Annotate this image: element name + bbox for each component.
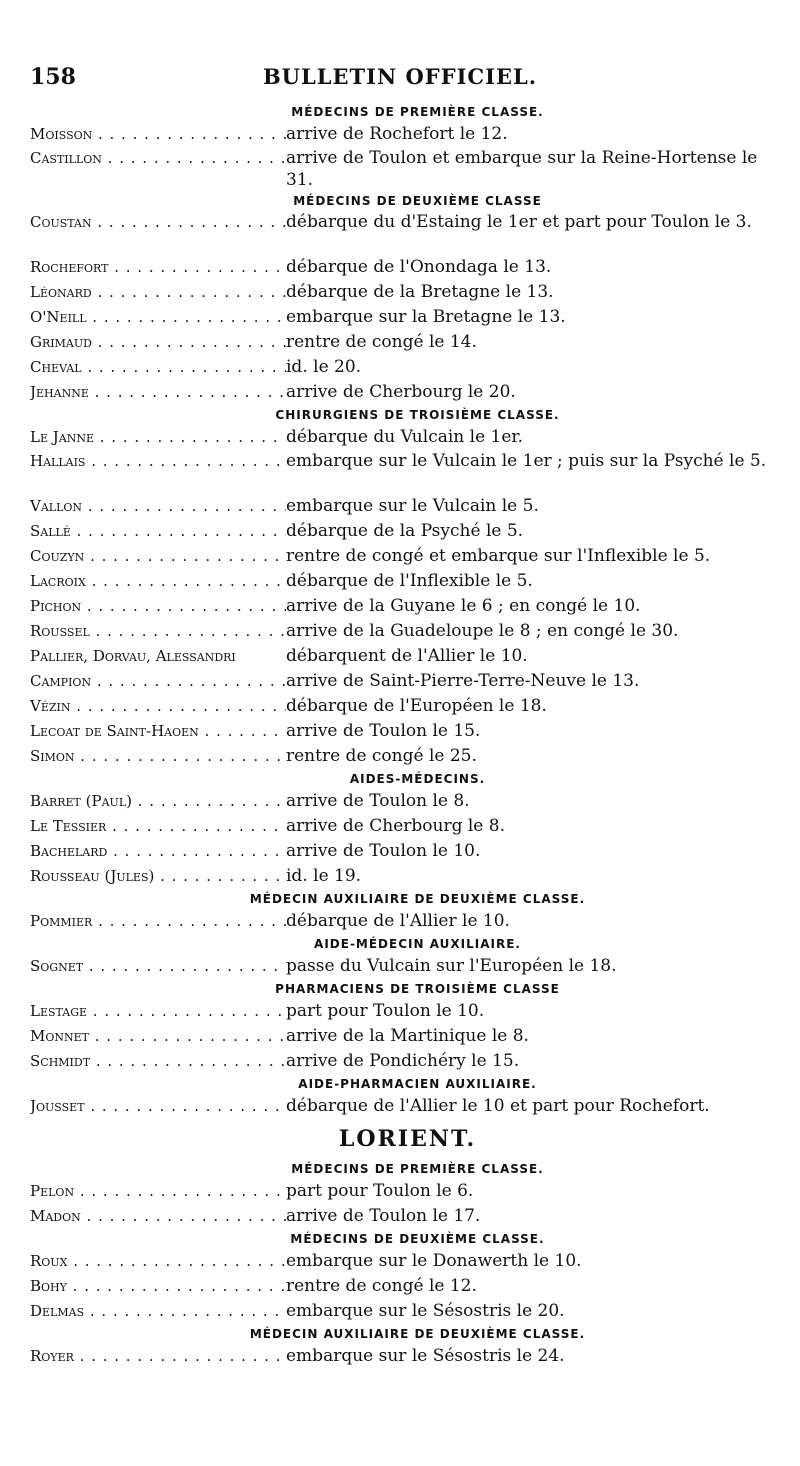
list-item (30, 147, 785, 191)
movement-description: débarque du Vulcain le 1er. (286, 427, 524, 447)
movement-description: passe du Vulcain sur l'Européen le 18. (286, 956, 617, 976)
list-item (30, 719, 785, 744)
page-header (30, 64, 770, 90)
officer-name: Schmidt . . . (30, 1049, 286, 1074)
movement-description: embarque sur le Vulcain le 1er ; puis sur la Psyché le 5. (286, 451, 767, 471)
movement-description: embarque sur le Sésostris le 24. (286, 1346, 565, 1366)
movement-description: arrive de Toulon le 8. (286, 791, 470, 811)
movement-description: débarque de l'Onondaga le 13. (286, 257, 552, 277)
officer-name: Pallier, Dorvau, Alessandri (30, 647, 236, 665)
section-heading: PHARMACIENS DE TROISIÈME CLASSE (275, 982, 560, 996)
officer-name: Le Janne . . . (30, 425, 286, 450)
officer-name: Hallais . . . (30, 450, 286, 494)
officer-name: Royer . . . (30, 1344, 286, 1369)
list-item (30, 355, 785, 380)
movement-description: arrive de Pondichéry le 15. (286, 1051, 520, 1071)
officer-name: Cheval . . . (30, 355, 286, 380)
section-heading: MÉDECINS DE PREMIÈRE CLASSE. (291, 1162, 544, 1176)
list-item (30, 1344, 785, 1369)
officer-name: Sallé . . . (30, 519, 286, 544)
movement-description: débarque de la Bretagne le 13. (286, 282, 554, 302)
list-item (30, 1179, 785, 1204)
movement-description: débarque du d'Estaing le 1er et part pour Toulon le 3. (286, 212, 752, 232)
movement-description: débarquent de l'Allier le 10. (286, 646, 528, 666)
list-item (30, 280, 785, 305)
movement-description: arrive de Toulon le 15. (286, 721, 481, 741)
officer-name: Pelon . . . (30, 1179, 286, 1204)
list-item (30, 1049, 785, 1074)
movement-description: débarque de l'Allier le 10 et part pour Rochefort. (286, 1096, 710, 1116)
movement-description: embarque sur la Bretagne le 13. (286, 307, 566, 327)
movement-description: embarque sur le Donawerth le 10. (286, 1251, 582, 1271)
list-item (30, 519, 785, 544)
list-item (30, 669, 785, 694)
officer-name: Bachelard . . . (30, 839, 286, 864)
list-item (30, 839, 785, 864)
officer-name: Lecoat de Saint-Haoen . . . (30, 719, 286, 744)
city-heading: LORIENT. (338, 1126, 477, 1152)
list-item (30, 644, 785, 669)
officer-name: Delmas . . . (30, 1299, 286, 1324)
movement-description: id. le 20. (286, 357, 362, 377)
movement-description: débarque de la Psyché le 5. (286, 521, 524, 541)
officer-name: Coustan . . . (30, 211, 286, 255)
officer-name: Roussel . . . (30, 619, 286, 644)
list-item (30, 211, 785, 255)
list-item (30, 594, 785, 619)
officer-name: Roux . . . (30, 1249, 286, 1274)
movement-description: arrive de la Guyane le 6 ; en congé le 10. (286, 596, 641, 616)
movement-description: rentre de congé le 14. (286, 332, 477, 352)
list-item (30, 380, 785, 405)
officer-name: Vallon . . . (30, 494, 286, 519)
section-heading: MÉDECIN AUXILIAIRE DE DEUXIÈME CLASSE. (249, 1327, 586, 1341)
section-heading: MÉDECINS DE DEUXIÈME CLASSE. (290, 1232, 545, 1246)
movement-description: débarque de l'Européen le 18. (286, 696, 547, 716)
officer-name: Rochefort . . . (30, 255, 286, 280)
list-item (30, 864, 785, 889)
officer-name: Jehanne . . . (30, 380, 286, 405)
list-item (30, 255, 785, 280)
list-item (30, 744, 785, 769)
movement-description: arrive de la Martinique le 8. (286, 1026, 529, 1046)
section-heading: AIDE-MÉDECIN AUXILIAIRE. (314, 937, 521, 951)
officer-name: Lacroix . . . (30, 569, 286, 594)
officer-name: Barret (Paul) . . . (30, 789, 286, 814)
list-item (30, 909, 785, 934)
movement-description: débarque de l'Inflexible le 5. (286, 571, 533, 591)
movement-description: arrive de Toulon et embarque sur la Reine-Hortense le 31. (286, 148, 758, 190)
officer-name: Pommier . . . (30, 909, 286, 934)
section-heading: MÉDECIN AUXILIAIRE DE DEUXIÈME CLASSE. (249, 892, 586, 906)
section-heading: MÉDECINS DE DEUXIÈME CLASSE (293, 194, 542, 208)
list-item (30, 814, 785, 839)
movement-description: part pour Toulon le 6. (286, 1181, 474, 1201)
section-heading: MÉDECINS DE PREMIÈRE CLASSE. (291, 105, 544, 119)
officer-name: Simon . . . (30, 744, 286, 769)
movement-description: embarque sur le Vulcain le 5. (286, 496, 539, 516)
list-item (30, 619, 785, 644)
officer-name: Grimaud . . . (30, 330, 286, 355)
page-number: 158 (30, 64, 76, 90)
officer-name: Campion . . . (30, 669, 286, 694)
movement-description: embarque sur le Sésostris le 20. (286, 1301, 565, 1321)
running-title: BULLETIN OFFICIEL. (262, 64, 538, 89)
officer-name: Castillon . . . (30, 147, 286, 191)
movement-description: arrive de la Guadeloupe le 8 ; en congé le 30. (286, 621, 679, 641)
section-heading: AIDE-PHARMACIEN AUXILIAIRE. (298, 1077, 537, 1091)
movement-description: arrive de Toulon le 10. (286, 841, 481, 861)
list-item (30, 694, 785, 719)
movement-description: rentre de congé le 25. (286, 746, 477, 766)
officer-name: Moisson . . . (30, 122, 286, 147)
list-item (30, 569, 785, 594)
movement-description: rentre de congé le 12. (286, 1276, 477, 1296)
list-item (30, 1204, 785, 1229)
section-heading: AIDES-MÉDECINS. (349, 772, 486, 786)
officer-name: Lestage . . . (30, 999, 286, 1024)
movement-description: arrive de Cherbourg le 20. (286, 382, 516, 402)
list-item (30, 1274, 785, 1299)
officer-name: Vézin . . . (30, 694, 286, 719)
officer-name: O'Neill . . . (30, 305, 286, 330)
movement-description: rentre de congé et embarque sur l'Inflexible le 5. (286, 546, 711, 566)
list-item (30, 494, 785, 519)
movement-description: arrive de Toulon le 17. (286, 1206, 481, 1226)
list-item (30, 1299, 785, 1324)
movement-description: part pour Toulon le 10. (286, 1001, 485, 1021)
movement-description: arrive de Cherbourg le 8. (286, 816, 505, 836)
officer-name: Le Tessier . . . (30, 814, 286, 839)
list-item (30, 1249, 785, 1274)
officer-name: Rousseau (Jules) . . . (30, 864, 286, 889)
officer-name: Madon . . . (30, 1204, 286, 1229)
movement-description: débarque de l'Allier le 10. (286, 911, 510, 931)
list-item (30, 1024, 785, 1049)
officer-name: Monnet . . . (30, 1024, 286, 1049)
officer-name: Couzyn . . . (30, 544, 286, 569)
list-item (30, 544, 785, 569)
officer-name: Jousset . . . (30, 1094, 286, 1119)
officer-name: Sognet . . . (30, 954, 286, 979)
officer-name: Bohy . . . (30, 1274, 286, 1299)
list-item (30, 450, 785, 494)
movement-description: arrive de Rochefort le 12. (286, 124, 508, 144)
list-item (30, 789, 785, 814)
movement-description: id. le 19. (286, 866, 362, 886)
list-item (30, 999, 785, 1024)
officer-name: Pichon . . . (30, 594, 286, 619)
movement-description: arrive de Saint-Pierre-Terre-Neuve le 13. (286, 671, 640, 691)
list-item (30, 305, 785, 330)
officer-name: Léonard . . . (30, 280, 286, 305)
document-body (30, 102, 785, 1369)
list-item (30, 122, 785, 147)
list-item (30, 425, 785, 450)
list-item (30, 954, 785, 979)
section-heading: CHIRURGIENS DE TROISIÈME CLASSE. (275, 408, 560, 422)
list-item (30, 330, 785, 355)
list-item (30, 1094, 785, 1119)
